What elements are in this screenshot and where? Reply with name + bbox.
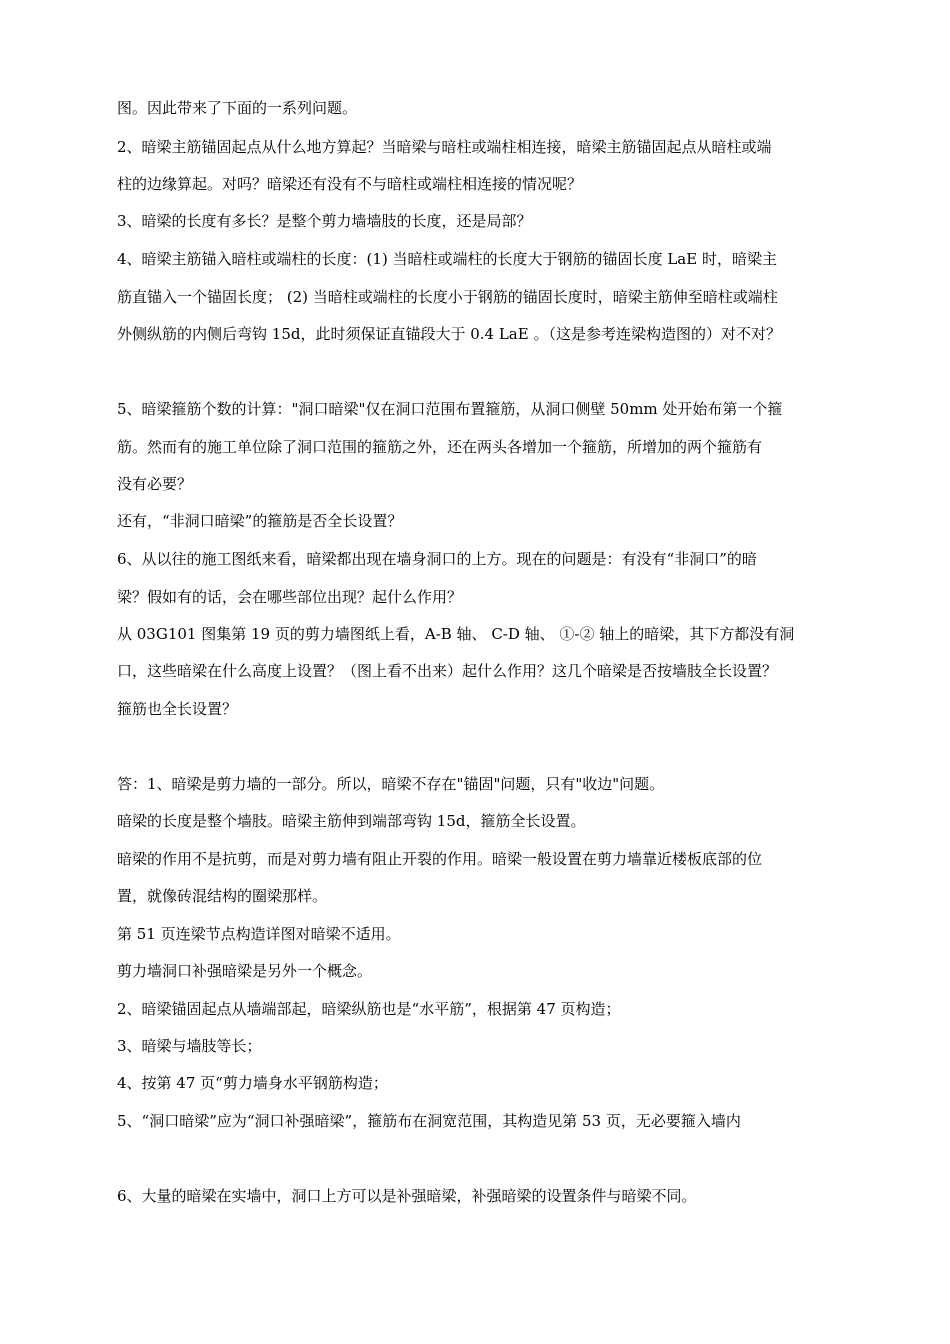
text-line: 没有必要？ xyxy=(117,475,193,493)
text-line: 6、大量的暗梁在实墙中，洞口上方可以是补强暗梁，补强暗梁的设置条件与暗梁不同。 xyxy=(117,1187,697,1205)
text-line: 置，就像砖混结构的圈梁那样。 xyxy=(117,887,328,905)
text-line: 3、暗梁的长度有多长？是整个剪力墙墙肢的长度，还是局部？ xyxy=(117,212,532,230)
text-line: 5、暗梁箍筋个数的计算："洞口暗梁"仅在洞口范围布置箍筋，从洞口侧壁 50mm 处开始布第一个箍 xyxy=(117,400,783,418)
text-line: 筋直锚入一个锚固长度； (2) 当暗柱或端柱的长度小于钢筋的锚固长度时，暗梁主筋伸至暗柱或端柱 xyxy=(117,288,778,306)
text-line: 4、按第 47 页“剪力墙身水平钢筋构造； xyxy=(117,1074,388,1092)
text-line: 还有，“非洞口暗梁”的箍筋是否全长设置？ xyxy=(117,512,403,530)
text-line: 暗梁的作用不是抗剪，而是对剪力墙有阻止开裂的作用。暗梁一般设置在剪力墙靠近楼板底部的位 xyxy=(117,850,763,868)
text-line: 剪力墙洞口补强暗梁是另外一个概念。 xyxy=(117,962,373,980)
text-line: 3、暗梁与墙肢等长； xyxy=(117,1037,262,1055)
text-line: 图。因此带来了下面的一系列问题。 xyxy=(117,99,358,117)
text-line: 外侧纵筋的内侧后弯钩 15d，此时须保证直锚段大于 0.4 LaE 。（这是参考连梁构造图的）对不对？ xyxy=(117,325,781,343)
text-line: 5、“洞口暗梁”应为“洞口补强暗梁”，箍筋布在洞宽范围，其构造见第 53 页，无必要箍入墙内 xyxy=(117,1112,741,1130)
text-line: 口，这些暗梁在什么高度上设置？（图上看不出来）起什么作用？这几个暗梁是否按墙肢全长设置？ xyxy=(117,662,778,680)
text-line: 从 03G101 图集第 19 页的剪力墙图纸上看，A-B 轴、 C-D 轴、 ①-② 轴上的暗梁，其下方都没有洞 xyxy=(117,625,795,643)
text-line: 柱的边缘算起。对吗？暗梁还有没有不与暗柱或端柱相连接的情况呢？ xyxy=(117,175,583,193)
text-line: 暗梁的长度是整个墙肢。暗梁主筋伸到端部弯钩 15d，箍筋全长设置。 xyxy=(117,812,586,830)
text-line: 箍筋也全长设置？ xyxy=(117,700,238,718)
text-line: 梁？假如有的话，会在哪些部位出现？起什么作用？ xyxy=(117,588,463,606)
text-line: 4、暗梁主筋锚入暗柱或端柱的长度：(1) 当暗柱或端柱的长度大于钢筋的锚固长度 LaE 时，暗梁主 xyxy=(117,250,777,268)
text-line: 第 51 页连梁节点构造详图对暗梁不适用。 xyxy=(117,925,401,943)
text-line: 2、暗梁锚固起点从墙端部起，暗梁纵筋也是“水平筋”，根据第 47 页构造； xyxy=(117,1000,621,1018)
text-line: 6、从以往的施工图纸来看，暗梁都出现在墙身洞口的上方。现在的问题是：有没有“非洞口”的暗 xyxy=(117,550,757,568)
text-line: 2、暗梁主筋锚固起点从什么地方算起？当暗梁与暗柱或端柱相连接，暗梁主筋锚固起点从暗柱或端 xyxy=(117,138,772,156)
text-line: 答：1、暗梁是剪力墙的一部分。所以，暗梁不存在"锚固"问题，只有"收边"问题。 xyxy=(117,775,665,793)
text-line: 筋。然而有的施工单位除了洞口范围的箍筋之外，还在两头各增加一个箍筋，所增加的两个箍筋有 xyxy=(117,438,763,456)
